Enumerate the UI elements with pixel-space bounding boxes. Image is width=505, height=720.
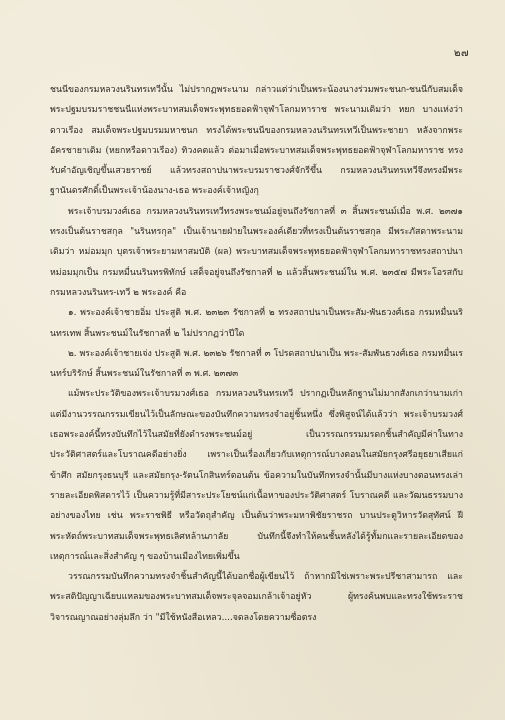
paragraph-3: แม้พระประวัติของพระเจ้าบรมวงศ์เธอ กรมหลวงนรินทรเทวี ปรากฏเป็นหลักฐานไม่มากสังกเกว่านามเก่า แต่มีงานวรรณกรรมเขียนไว้เป็นลักษณะของบันทึกความทรงจำอยู่ชิ้นหนึ่ง ซึ่งพิสูจน์ได้แล้วว่า พระเจ้าบรมวงศ์เธอพระองค์นี้ทรงบันทึกไว้ในสมัยที่ยังดำรงพระชนม์อยู่ เป็นวรรณกรรมมรดกชิ้นสำคัญมีค่าในทางประวัติศาสตร์และโบราณคดีอย่างยิ่ง เพราะเป็นเรื่องเกี่ยวกับเหตุการณ์บางตอนในสมัยกรุงศรีอยุธยาเสียแก่ข้าศึก สมัยกรุงธนบุรี และสมัยกรุง-รัตนโกสินทร์ตอนต้น ข้อความในบันทึกทรงจำนั้นมีบางแห่งบางตอนทรงเล่ารายละเอียดพิสดารไว้ เป็นความรู้ที่มีสาระประโยชน์แก่เนื้อหาของประวัติศาสตร์ โบราณคดี และวัฒนธรรมบางอย่างของไทย เช่น พระราชพิธี หรือวัตถุสำคัญ เป็นต้นว่าพระมหาพิชัยราชรถ บานประตูวิหารวัดสุทัศน์ ฝีพระหัตถ์พระบาทสมเด็จพระพุทธเลิศหล้านภาลัย บันทึกนี้จึงทำให้คนชั้นหลังได้รู้ทั้มกและรายละเอียดของเหตุการณ์และสิ่งสำคัญ ๆ ของบ้านเมืองไทยเพิ่มขึ้น	[50, 389, 463, 562]
paragraph-1: ชนนีของกรมหลวงนรินทรเทวีนั้น ไม่ปรากฏพระนาม กล่าวแต่ว่าเป็นพระน้องนางร่วมพระชนก-ชนนีกับสมเด็จพระปฐมบรมราชชนนีแห่งพระบาทสมเด็จพระพุทธยอดฟ้าจุฬาโลกมหาราช พระนามเดิมว่า หยก บางแห่งว่าดาวเรือง สมเด็จพระปฐมบรมมหาชนก ทรงได้พระชนนีของกรมหลวงนรินทรเทวีเป็นพระชายา หลังจากพระอัครชายาเดิม (หยกหรือดาวเรือง) ทิวงคตแล้ว ต่อมาเมื่อพระบาทสมเด็จพระพุทธยอดฟ้าจุฬาโลกมหาราช ทรงรับคำอัญเชิญขึ้นเสวยราชย์ แล้วทรงสถาปนาพระบรมราชวงศ์จักรีขึ้น กรมหลวงนรินทรเทวีจึงทรงมีพระฐานันดรศักดิ์เป็นพระเจ้าน้องนาง-เธอ พระองค์เจ้าหญิงกุ	[50, 85, 463, 197]
paragraph-4: วรรณกรรมบันทึกความทรงจำชิ้นสำคัญนี้ได้บอกชื่อผู้เขียนไว้ ถ้าหากมิใช่เพราะพระปรีชาสามารถ และพระสติปัญญาเฉียบแหลมของพระบาทสมเด็จพระจุลจอมเกล้าเจ้าอยู่หัว ผู้ทรงค้นพบและทรงใช้พระราชวิจารณญาณอย่างลุ่มลึก ว่า "มีใช้หนังสือเหลว....จดลงโดยความซื่อตรง	[50, 572, 463, 623]
list-item-2: ๒. พระองค์เจ้าชายเจ่ง ประสูติ พ.ศ. ๒๓๒๖ รัชกาลที่ ๓ โปรดสถาปนาเป็น พระ-สัมพันธวงศ์เธอ กรมหมื่นเรนทร์บริรักษ์ สิ้นพระชนม์ในรัชกาลที่ ๓ พ.ศ. ๒๓๗๓	[50, 348, 463, 380]
body-text	[50, 80, 463, 628]
list-item-1: ๑. พระองค์เจ้าชายอิ่ม ประสูติ พ.ศ. ๒๓๒๓ รัชกาลที่ ๒ ทรงสถาปนาเป็นพระสัม-พันธวงศ์เธอ กรมหมื่นนรินทรเทพ สิ้นพระชนม์ในรัชกาลที่ ๒ ไม่ปรากฏว่าปีใด	[50, 308, 463, 339]
page-number: ๒๗	[453, 48, 469, 59]
paragraph-2: พระเจ้าบรมวงศ์เธอ กรมหลวงนรินทรเทวีทรงพระชนม์อยู่จนถึงรัชกาลที่ ๓ สิ้นพระชนม์เมื่อ พ.ศ. ๒๓๗๑ ทรงเป็นต้นราชสกุล "นรินทรกุล" เป็นเจ้านายฝ่ายในพระองค์เดียวที่ทรงเป็นต้นราชสกุล มีพระภัสดาพระนามเดิมว่า หม่อมมุก บุตรเจ้าพระยามหาสมบัติ (ผล) พระบาทสมเด็จพระพุทธยอดฟ้าจุฬาโลกมหาราชทรงสถาปนาหม่อมมุกเป็น กรมหมื่นนรินทรพิทักษ์ เสด็จอยู่จนถึงรัชกาลที่ ๒ แล้วสิ้นพระชนม์ใน พ.ศ. ๒๓๕๗ มีพระโอรสกับกรมหลวงนรินทร-เทวี ๒ พระองค์ คือ	[50, 206, 463, 298]
